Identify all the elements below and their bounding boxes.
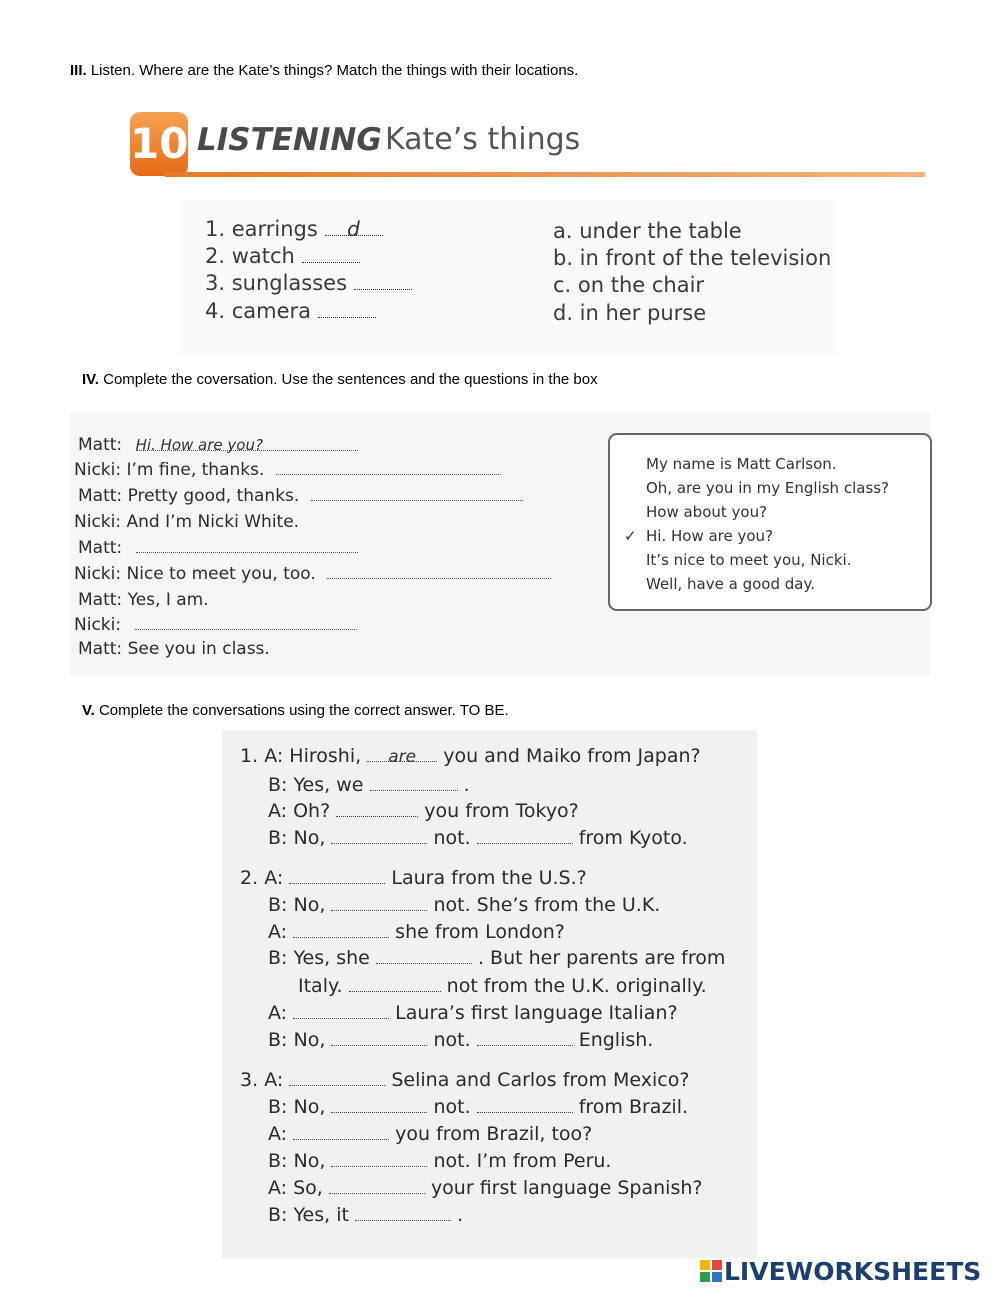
line-text: A: So, xyxy=(268,1177,323,1199)
exercise-line xyxy=(268,1123,592,1145)
answer-blank[interactable] xyxy=(331,896,427,911)
line-text: Yes, I am. xyxy=(127,590,209,610)
line-text: A: xyxy=(268,1123,288,1145)
line-text: B: No, xyxy=(268,894,326,916)
logo-grid-icon xyxy=(700,1260,722,1282)
conversation-line xyxy=(78,486,523,506)
listening-banner xyxy=(125,108,925,183)
exercise-line xyxy=(268,1150,611,1172)
answer-blank[interactable] xyxy=(376,949,472,964)
line-text: B: Yes, we xyxy=(268,774,364,796)
line-text: not. xyxy=(433,1029,471,1051)
section3-text: Listen. Where are the Kate’s things? Match the things with their locations. xyxy=(86,62,579,79)
exercise-line xyxy=(240,867,587,889)
option-sentence: Well, have a good day. xyxy=(646,575,815,593)
conversation-line xyxy=(78,435,358,455)
answer-blank[interactable] xyxy=(331,829,427,844)
question-number: 2. xyxy=(240,867,259,889)
item-label: 2. watch xyxy=(205,244,295,268)
question-number: 3. xyxy=(240,1069,259,1091)
speaker: Nicki: xyxy=(74,615,122,635)
line-text: . But her parents are from xyxy=(477,947,726,969)
answer-blank[interactable] xyxy=(302,244,360,263)
item-label: 1. earrings xyxy=(205,217,318,241)
to-be-exercise xyxy=(222,730,757,1258)
answer-blank[interactable] xyxy=(276,460,501,475)
line-text: . xyxy=(457,1204,464,1226)
exercise-line xyxy=(268,947,725,969)
answer-blank[interactable] xyxy=(311,486,523,501)
exercise-line xyxy=(268,800,579,822)
item-label: 3. sunglasses xyxy=(205,271,348,295)
section4-text: Complete the coversation. Use the sentences and the questions in the box xyxy=(98,371,598,388)
line-text: I’m fine, thanks. xyxy=(126,460,265,480)
conversation-line xyxy=(78,538,358,558)
line-text: not. xyxy=(433,1096,471,1118)
section5-instruction xyxy=(82,702,509,719)
item-row xyxy=(205,271,412,295)
answer-blank[interactable] xyxy=(331,1152,427,1167)
answer-blank[interactable] xyxy=(135,615,357,630)
answer-blank[interactable] xyxy=(477,829,573,844)
line-text: not. I’m from Peru. xyxy=(433,1150,612,1172)
answer-blank[interactable] xyxy=(331,1098,427,1113)
answer-blank[interactable] xyxy=(370,776,458,791)
conversation-line xyxy=(74,460,501,480)
exercise-line xyxy=(268,827,688,849)
answer-blank[interactable]: Hi. How are you? xyxy=(136,436,358,451)
banner-title: LISTENING xyxy=(197,122,382,158)
speaker: Matt: xyxy=(78,435,123,455)
speaker: Matt: xyxy=(78,590,123,610)
line-text: Laura’s first language Italian? xyxy=(395,1002,678,1024)
option-sentence: Oh, are you in my English class? xyxy=(646,479,890,497)
exercise-line xyxy=(240,1069,689,1091)
line-text: you and Maiko from Japan? xyxy=(443,745,701,767)
line-text: Laura from the U.S.? xyxy=(391,867,587,889)
exercise-line xyxy=(268,921,565,943)
line-text: B: No, xyxy=(268,1096,326,1118)
section3-instruction xyxy=(70,62,578,79)
conversation-line xyxy=(74,564,551,584)
line-text: not. xyxy=(433,827,471,849)
answer-blank[interactable] xyxy=(329,1179,425,1194)
line-text: from Kyoto. xyxy=(578,827,688,849)
exercise-line xyxy=(240,745,701,767)
line-text: B: No, xyxy=(268,1150,326,1172)
line-text: And I’m Nicki White. xyxy=(126,512,300,532)
speaker: Nicki: xyxy=(74,460,122,480)
answer-blank[interactable] xyxy=(331,1031,427,1046)
line-text: Selina and Carlos from Mexico? xyxy=(391,1069,690,1091)
line-text: Pretty good, thanks. xyxy=(127,486,300,506)
line-text: you from Tokyo? xyxy=(424,800,579,822)
question-number: 1. xyxy=(240,745,259,767)
answer-blank[interactable] xyxy=(293,923,389,938)
line-text: Italy. xyxy=(298,975,343,997)
item-row xyxy=(205,299,376,323)
answer-blank[interactable] xyxy=(293,1004,389,1019)
exercise-line xyxy=(268,1204,463,1226)
answer-blank[interactable]: are xyxy=(367,747,437,762)
line-text: A: Hiroshi, xyxy=(264,745,362,767)
answer-blank[interactable] xyxy=(136,538,358,553)
banner-subtitle: Kate’s things xyxy=(385,122,581,157)
conversation-line xyxy=(74,512,299,532)
item-label: 4. camera xyxy=(205,299,312,323)
matching-exercise xyxy=(180,200,835,355)
line-text: you from Brazil, too? xyxy=(395,1123,593,1145)
option-sentence: It’s nice to meet you, Nicki. xyxy=(646,551,852,569)
location-option: a. under the table xyxy=(553,219,742,243)
exercise-line xyxy=(268,774,470,796)
item-row xyxy=(205,217,383,241)
line-text: B: Yes, she xyxy=(268,947,370,969)
exercise-line xyxy=(298,975,707,997)
answer-blank[interactable] xyxy=(355,1206,451,1221)
line-text: A: xyxy=(268,921,288,943)
line-text: B: No, xyxy=(268,1029,326,1051)
line-text: B: Yes, it xyxy=(268,1204,349,1226)
line-text: A: xyxy=(268,1002,288,1024)
line-text: Nice to meet you, too. xyxy=(126,564,316,584)
line-text: See you in class. xyxy=(127,639,270,659)
section5-number: V. xyxy=(82,702,95,719)
line-text: A: Oh? xyxy=(268,800,331,822)
line-text: from Brazil. xyxy=(578,1096,689,1118)
answer-blank[interactable] xyxy=(349,977,441,992)
answer-blank[interactable] xyxy=(354,271,412,290)
exercise-line xyxy=(268,894,660,916)
answer-blank[interactable]: d xyxy=(325,217,383,236)
lesson-number-badge: 10 xyxy=(130,112,188,176)
line-text: not. She’s from the U.K. xyxy=(433,894,661,916)
answer-blank[interactable] xyxy=(318,299,376,318)
line-text: A: xyxy=(264,1069,284,1091)
section5-text: Complete the conversations using the correct answer. TO BE. xyxy=(94,702,509,719)
speaker: Nicki: xyxy=(74,512,122,532)
banner-underline xyxy=(165,172,925,177)
option-sentence: How about you? xyxy=(646,503,768,521)
liveworksheets-logo xyxy=(700,1257,981,1286)
line-text: A: xyxy=(264,867,284,889)
answer-blank[interactable] xyxy=(336,802,418,817)
section3-number: III. xyxy=(70,62,87,79)
conversation-line xyxy=(78,590,209,610)
speaker: Matt: xyxy=(78,486,123,506)
section4-number: IV. xyxy=(82,371,99,388)
speaker: Matt: xyxy=(78,639,123,659)
answer-blank[interactable] xyxy=(289,1071,385,1086)
answer-blank[interactable] xyxy=(477,1031,573,1046)
answer-blank[interactable] xyxy=(293,1125,389,1140)
speaker: Nicki: xyxy=(74,564,122,584)
line-text: English. xyxy=(578,1029,654,1051)
exercise-line xyxy=(268,1002,678,1024)
exercise-line xyxy=(268,1029,653,1051)
line-text: . xyxy=(463,774,470,796)
section4-instruction xyxy=(82,371,598,388)
option-sentence: My name is Matt Carlson. xyxy=(646,455,837,473)
check-mark-icon: ✓ xyxy=(624,528,637,545)
answer-blank[interactable] xyxy=(477,1098,573,1113)
line-text: not from the U.K. originally. xyxy=(446,975,707,997)
line-text: your first language Spanish? xyxy=(430,1177,703,1199)
answer-blank[interactable] xyxy=(289,869,385,884)
speaker: Matt: xyxy=(78,538,123,558)
location-option: b. in front of the television xyxy=(553,246,832,270)
sentence-options-box xyxy=(608,433,932,611)
line-text: B: No, xyxy=(268,827,326,849)
location-option: d. in her purse xyxy=(553,301,707,325)
exercise-line xyxy=(268,1096,688,1118)
option-sentence: Hi. How are you? xyxy=(646,527,774,545)
logo-text: LIVEWORKSHEETS xyxy=(724,1257,982,1286)
line-text: she from London? xyxy=(395,921,565,943)
exercise-line xyxy=(268,1177,702,1199)
conversation-line xyxy=(74,615,357,635)
conversation-line xyxy=(78,639,270,659)
location-option: c. on the chair xyxy=(553,273,705,297)
item-row xyxy=(205,244,360,268)
answer-blank[interactable] xyxy=(327,564,551,579)
